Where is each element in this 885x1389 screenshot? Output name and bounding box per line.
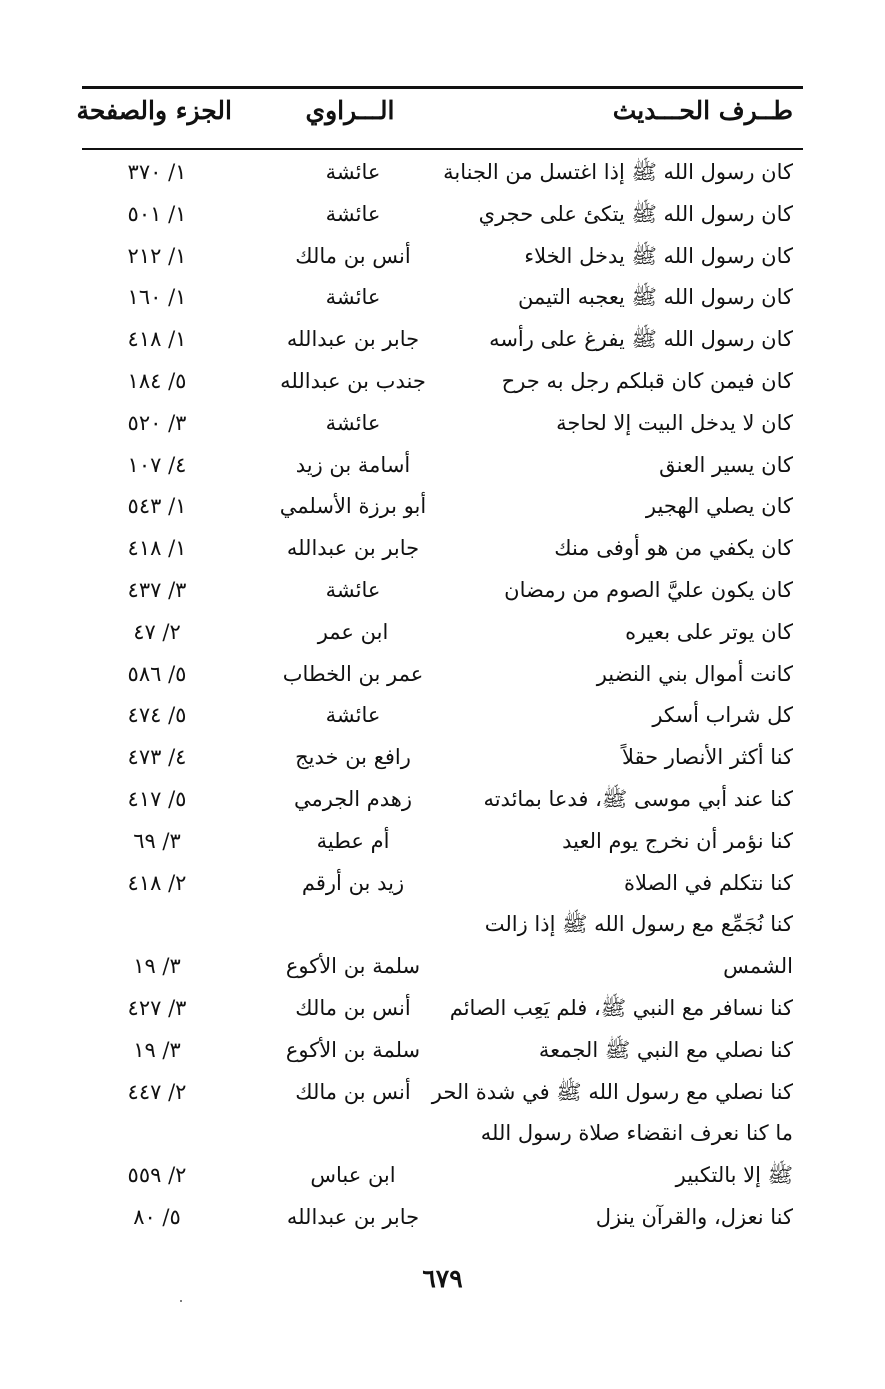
volume-page-ref: ١/ ٥٠١ bbox=[127, 201, 187, 226]
volume-page-ref: ٢/ ٤٤٧ bbox=[127, 1079, 187, 1104]
volume-page-ref: ٢/ ٥٥٩ bbox=[127, 1163, 187, 1188]
volume-page-ref: ٣/ ٤٣٧ bbox=[127, 577, 187, 602]
top-rule bbox=[82, 86, 803, 89]
hadith-text: كان رسول الله ﷺ يتكئ على حجري bbox=[478, 201, 793, 226]
table-row bbox=[82, 821, 803, 863]
narrator-name: عائشة bbox=[325, 285, 381, 310]
hadith-text: كنا نتكلم في الصلاة bbox=[624, 870, 793, 895]
table-row bbox=[82, 236, 803, 278]
table-row bbox=[82, 277, 803, 319]
volume-page-ref: ٥/ ٤١٧ bbox=[127, 786, 187, 811]
narrator-name: جندب بن عبدالله bbox=[280, 368, 426, 393]
hadith-text: كان يكون عليَّ الصوم من رمضان bbox=[504, 577, 793, 602]
narrator-name: ابن عمر bbox=[317, 619, 389, 644]
table-row bbox=[82, 1072, 803, 1114]
table-row bbox=[82, 863, 803, 905]
table-row bbox=[82, 1197, 803, 1239]
narrator-name: أنس بن مالك bbox=[295, 243, 411, 268]
table-row bbox=[82, 152, 803, 194]
volume-page-ref: ٢/ ٤١٨ bbox=[127, 870, 187, 895]
volume-page-ref: ٣/ ٤٢٧ bbox=[127, 995, 187, 1020]
table-row bbox=[82, 779, 803, 821]
volume-page-ref: ٣/ ١٩ bbox=[133, 954, 181, 979]
narrator-name: عائشة bbox=[325, 410, 381, 435]
volume-page-ref: ١/ ٤١٨ bbox=[127, 327, 187, 352]
header-hadith: طــرف الحـــديث bbox=[612, 96, 793, 125]
narrator-name: جابر بن عبدالله bbox=[286, 1204, 420, 1229]
volume-page-ref: ٥/ ٥٨٦ bbox=[127, 661, 187, 686]
volume-page-ref: ٣/ ١٩ bbox=[133, 1037, 181, 1062]
table-row bbox=[82, 445, 803, 487]
hadith-text: كنا نصلي مع رسول الله ﷺ في شدة الحر bbox=[431, 1079, 793, 1104]
volume-page-ref: ٥/ ٤٧٤ bbox=[127, 703, 187, 728]
volume-page-ref: ١/ ٢١٢ bbox=[127, 243, 187, 268]
hadith-text: كان فيمن كان قبلكم رجل به جرح bbox=[501, 368, 793, 393]
volume-page-ref: ١/ ٤١٨ bbox=[127, 536, 187, 561]
hadith-text: كان يسير العنق bbox=[659, 452, 793, 477]
hadith-text: كان رسول الله ﷺ إذا اغتسل من الجنابة bbox=[443, 160, 793, 184]
narrator-name: أبو برزة الأسلمي bbox=[279, 494, 427, 519]
table-row bbox=[82, 403, 803, 445]
header-rule bbox=[82, 148, 803, 150]
table-row bbox=[82, 194, 803, 236]
volume-page-ref: ٤/ ٤٧٣ bbox=[127, 745, 187, 770]
volume-page-ref: ١/ ٥٤٣ bbox=[127, 494, 187, 519]
hadith-text: كان رسول الله ﷺ يعجبه التيمن bbox=[517, 285, 793, 310]
narrator-name: أسامة بن زيد bbox=[295, 452, 411, 477]
table-row bbox=[82, 988, 803, 1030]
narrator-name: جابر بن عبدالله bbox=[286, 536, 420, 561]
hadith-text: كنا نصلي مع النبي ﷺ الجمعة bbox=[538, 1037, 793, 1062]
narrator-name: زهدم الجرمي bbox=[293, 786, 413, 811]
hadith-text: كنا عند أبي موسى ﷺ، فدعا بمائدته bbox=[483, 786, 793, 811]
table-row bbox=[82, 654, 803, 696]
hadith-text: كنا نؤمر أن نخرج يوم العيد bbox=[562, 828, 793, 853]
hadith-text: كنا نُجَمِّع مع رسول الله ﷺ إذا زالت الشمس bbox=[484, 912, 793, 979]
hadith-text: كل شراب أسكر bbox=[652, 703, 793, 728]
narrator-name: أنس بن مالك bbox=[295, 1079, 411, 1104]
table-row bbox=[82, 528, 803, 570]
volume-page-ref: ٣/ ٥٢٠ bbox=[127, 410, 187, 435]
hadith-text: ما كنا نعرف انقضاء صلاة رسول الله ﷺ إلا بالتكبير bbox=[480, 1121, 793, 1188]
narrator-name: جابر بن عبدالله bbox=[286, 327, 420, 352]
volume-page-ref: ٥/ ٨٠ bbox=[133, 1204, 181, 1229]
volume-page-ref: ٣/ ٦٩ bbox=[133, 828, 181, 853]
volume-page-ref: ٢/ ٤٧ bbox=[133, 619, 181, 644]
volume-page-ref: ٤/ ١٠٧ bbox=[127, 452, 187, 477]
narrator-name: أنس بن مالك bbox=[295, 995, 411, 1020]
hadith-text: كان يوتر على بعيره bbox=[625, 619, 793, 644]
hadith-text: كنا نسافر مع النبي ﷺ، فلم يَعِب الصائم bbox=[449, 995, 793, 1020]
table-row bbox=[82, 1030, 803, 1072]
hadith-index-table bbox=[82, 152, 803, 1239]
header-volume-page: الجزء والصفحة bbox=[76, 96, 232, 125]
hadith-text: كان لا يدخل البيت إلا لحاجة bbox=[556, 410, 793, 435]
table-row bbox=[82, 695, 803, 737]
table-row bbox=[82, 361, 803, 403]
hadith-text: كنا أكثر الأنصار حقلاً bbox=[621, 745, 793, 770]
table-row bbox=[82, 904, 803, 988]
narrator-name: عمر بن الخطاب bbox=[282, 661, 424, 686]
table-row bbox=[82, 737, 803, 779]
page-number: ٦٧٩ bbox=[422, 1264, 463, 1293]
narrator-name: رافع بن خديج bbox=[295, 745, 411, 770]
volume-page-ref: ٥/ ١٨٤ bbox=[127, 368, 187, 393]
volume-page-ref: ١/ ١٦٠ bbox=[127, 285, 187, 310]
table-row bbox=[82, 319, 803, 361]
narrator-name: زيد بن أرقم bbox=[301, 870, 405, 895]
header-narrator: الـــراوي bbox=[305, 96, 395, 125]
print-speck bbox=[180, 1300, 182, 1302]
narrator-name: سلمة بن الأكوع bbox=[285, 1037, 421, 1062]
narrator-name: عائشة bbox=[325, 201, 381, 226]
hadith-text: كانت أموال بني النضير bbox=[596, 661, 793, 686]
table-row bbox=[82, 1113, 803, 1197]
narrator-name: أم عطية bbox=[316, 828, 390, 853]
narrator-name: عائشة bbox=[325, 577, 381, 602]
hadith-text: كان يكفي من هو أوفى منك bbox=[554, 536, 793, 561]
narrator-name: عائشة bbox=[325, 703, 381, 728]
table-row bbox=[82, 570, 803, 612]
hadith-text: كان رسول الله ﷺ يدخل الخلاء bbox=[524, 243, 793, 268]
hadith-text: كنا نعزل، والقرآن ينزل bbox=[595, 1204, 793, 1229]
volume-page-ref: ١/ ٣٧٠ bbox=[127, 160, 187, 184]
table-row bbox=[82, 612, 803, 654]
narrator-name: عائشة bbox=[325, 160, 381, 184]
table-row bbox=[82, 486, 803, 528]
hadith-text: كان يصلي الهجير bbox=[645, 494, 793, 519]
hadith-text: كان رسول الله ﷺ يفرغ على رأسه bbox=[489, 327, 793, 352]
narrator-name: سلمة بن الأكوع bbox=[285, 954, 421, 979]
narrator-name: ابن عباس bbox=[310, 1163, 396, 1188]
